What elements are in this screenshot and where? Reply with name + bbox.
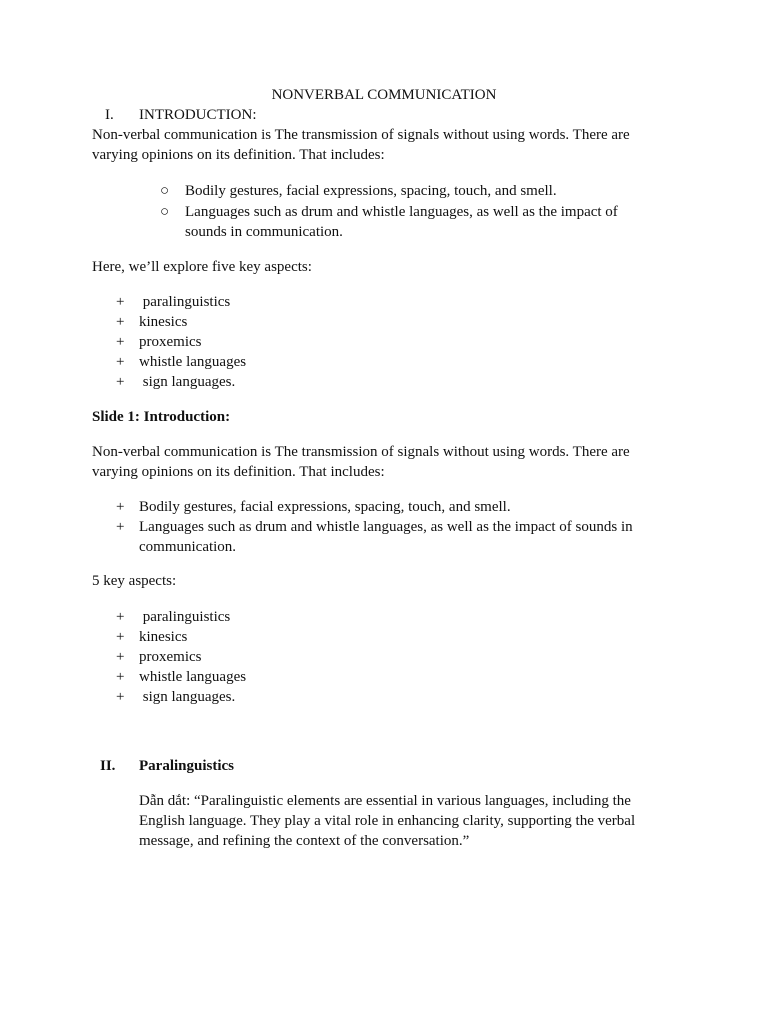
slide-1-bullet-item: Bodily gestures, facial expressions, spacing, touch, and smell. [139,499,511,515]
intro-bullet-item: Bodily gestures, facial expressions, spacing, touch, and smell. [185,183,557,199]
aspect-item: sign languages. [139,374,236,390]
plus-bullet-icon: + [116,669,125,685]
section-2-numeral: II. [100,758,116,774]
plus-bullet-icon: + [116,314,125,330]
plus-bullet-icon: + [116,689,125,705]
plus-bullet-icon: + [116,334,125,350]
intro-bullet-item: Languages such as drum and whistle languages, as well as the impact of sounds in communication. [185,204,618,240]
slide-1-heading: Slide 1: Introduction: [92,409,231,425]
explore-line: Here, we’ll explore five key aspects: [92,259,312,275]
slide-1-paragraph: Non-verbal communication is The transmission of signals without using words. There are varying opinions on its definition. That includes: [92,444,630,480]
key-aspects-line: 5 key aspects: [92,573,177,589]
aspect-item: whistle languages [139,669,247,685]
aspect-item: proxemics [139,649,202,665]
slide-1-bullet-item: Languages such as drum and whistle languages, as well as the impact of sounds in communication. [139,519,633,555]
plus-bullet-icon: + [116,354,125,370]
section-2-heading: Paralinguistics [139,758,235,774]
aspect-item: whistle languages [139,354,247,370]
aspect-item: kinesics [139,314,188,330]
plus-bullet-icon: + [116,629,125,645]
aspect-item: proxemics [139,334,202,350]
circle-bullet-icon: ○ [160,183,170,199]
intro-paragraph: Non-verbal communication is The transmission of signals without using words. There are varying opinions on its definition. That includes: [92,127,630,163]
document-title: NONVERBAL COMMUNICATION [271,87,497,103]
circle-bullet-icon: ○ [160,204,170,220]
section-1-heading: INTRODUCTION: [139,107,257,123]
aspect-item: paralinguistics [139,609,231,625]
aspect-item: sign languages. [139,689,236,705]
aspect-item: paralinguistics [139,294,231,310]
aspect-item: kinesics [139,629,188,645]
plus-bullet-icon: + [116,609,125,625]
plus-bullet-icon: + [116,519,125,535]
dan-dat-paragraph: Dẫn dắt: “Paralinguistic elements are essential in various languages, including the English language. They play a vital role in enhancing clarity, supporting the verbal message, and refining the context of the conversation.” [139,793,636,849]
section-1-numeral: I. [105,107,114,123]
plus-bullet-icon: + [116,294,125,310]
plus-bullet-icon: + [116,499,125,515]
plus-bullet-icon: + [116,649,125,665]
plus-bullet-icon: + [116,374,125,390]
